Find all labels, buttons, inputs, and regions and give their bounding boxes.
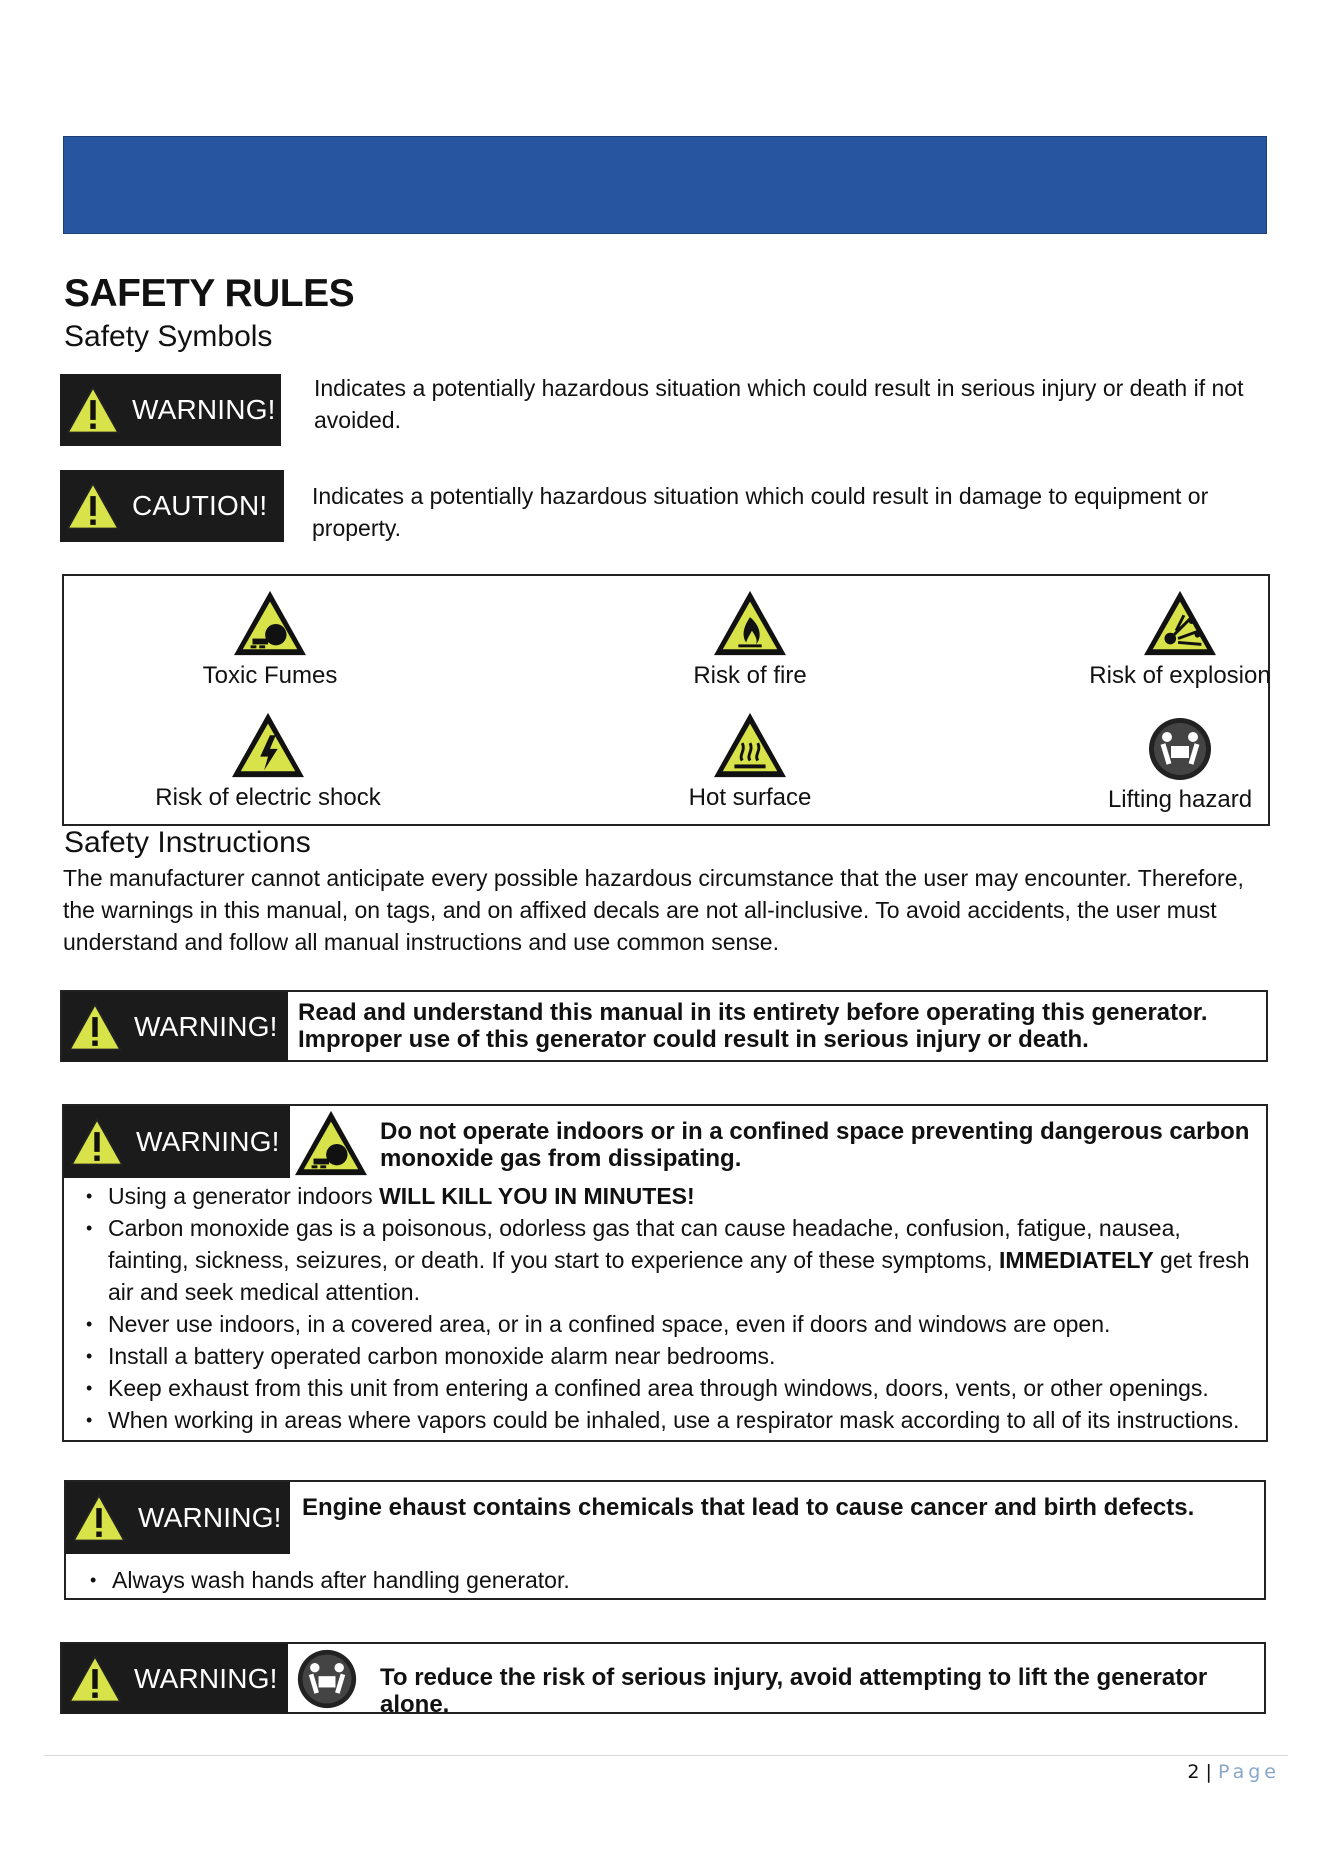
warning-box-manual — [60, 990, 1268, 1062]
symbol-label: Toxic Fumes — [202, 662, 338, 689]
intro-paragraph: The manufacturer cannot anticipate every possible hazardous circumstance that the user may encounter. Therefore, the warnings in this manual, on tags, and on affixed decals are not all-inclusive. To avoid accidents, the user must understand and follow all manual instructions and use common sense. — [63, 865, 1244, 955]
signal-word: WARNING! — [136, 1126, 280, 1157]
signal-word: WARNING! — [134, 1663, 278, 1694]
symbol-label: Risk of explosion — [1089, 662, 1271, 689]
symbol-label: Risk of electric shock — [155, 784, 381, 811]
signal-word: WARNING! — [132, 394, 276, 425]
header-banner — [63, 136, 1267, 234]
symbol-lifting-hazard — [1030, 716, 1324, 814]
list-item: • Keep exhaust from this unit from entering a confined area through windows, doors, vents, or other openings. — [66, 1372, 1262, 1404]
warning-box-carbon-monoxide — [62, 1104, 1268, 1442]
explosion-icon — [1141, 588, 1219, 658]
warning-box-exhaust — [64, 1480, 1266, 1600]
caution-definition: Indicates a potentially hazardous situation which could result in damage to equipment or property. — [312, 483, 1209, 541]
warning-triangle-icon — [68, 1000, 122, 1054]
list-item: • When working in areas where vapors could be inhaled, use a respirator mask according to all of its instructions. — [66, 1404, 1262, 1436]
hot-surface-icon — [711, 710, 789, 780]
hazard-symbols-table — [62, 574, 1270, 826]
warning-definition: Indicates a potentially hazardous situation which could result in serious injury or death if not avoided. — [314, 375, 1244, 433]
list-item: • Never use indoors, in a covered area, or in a confined space, even if doors and windows are open. — [66, 1308, 1262, 1340]
signal-word: WARNING! — [134, 1011, 278, 1042]
caution-badge — [60, 470, 284, 542]
warning-badge — [64, 1106, 290, 1178]
footer-rule — [44, 1755, 1288, 1756]
page-separator: | — [1205, 1761, 1212, 1783]
toxic-fumes-icon — [292, 1108, 370, 1178]
warning-box-lifting — [60, 1642, 1266, 1718]
page-title: SAFETY RULES — [64, 272, 355, 315]
warning-badge — [62, 992, 288, 1062]
page-number-value: 2 — [1187, 1761, 1200, 1783]
warning-triangle-icon — [66, 479, 120, 533]
warning-triangle-icon — [70, 1115, 124, 1169]
symbol-risk-of-fire — [600, 588, 900, 690]
warning-message: Read and understand this manual in its entirety before operating this generator. Improper use of this generator could result in serious injury or death. — [298, 999, 1208, 1053]
warning-badge — [60, 374, 281, 446]
safety-symbols-heading: Safety Symbols — [64, 320, 273, 353]
lifting-hazard-icon — [1147, 716, 1213, 782]
exhaust-bullet-list — [70, 1564, 1250, 1596]
warning-message: Engine ehaust contains chemicals that lead to cause cancer and birth defects. — [302, 1494, 1195, 1521]
list-item: • Using a generator indoors WILL KILL YOU IN MINUTES! — [66, 1180, 1262, 1212]
electric-shock-icon — [229, 710, 307, 780]
lifting-hazard-icon — [296, 1648, 358, 1710]
list-item: • Install a battery operated carbon monoxide alarm near bedrooms. — [66, 1340, 1262, 1372]
list-item: • Carbon monoxide gas is a poisonous, odorless gas that can cause headache, confusion, fatigue, nausea, fainting, sickness, seizures, or death. If you start to experience any of these symptoms, IMMEDIATELY get fresh air and seek medical attention. — [66, 1212, 1262, 1308]
toxic-fumes-icon — [231, 588, 309, 658]
symbol-label: Lifting hazard — [1107, 786, 1253, 813]
signal-word: CAUTION! — [132, 490, 268, 521]
symbol-toxic-fumes — [120, 588, 420, 690]
symbol-risk-of-explosion — [1030, 588, 1324, 690]
warning-triangle-icon — [72, 1491, 126, 1545]
symbol-hot-surface — [600, 710, 900, 812]
list-item: • Always wash hands after handling generator. — [70, 1564, 1250, 1596]
symbol-electric-shock — [118, 710, 418, 812]
warning-message: To reduce the risk of serious injury, avoid attempting to lift the generator alone. — [380, 1664, 1208, 1718]
symbol-label: Hot surface — [688, 784, 812, 811]
signal-word: WARNING! — [138, 1502, 282, 1533]
fire-icon — [711, 588, 789, 658]
safety-instructions-heading: Safety Instructions — [64, 826, 311, 859]
page-word: Page — [1218, 1761, 1280, 1783]
warning-triangle-icon — [68, 1652, 122, 1706]
warning-badge — [62, 1644, 288, 1714]
warning-message: Do not operate indoors or in a confined space preventing dangerous carbon monoxide gas from dissipating. — [380, 1118, 1250, 1172]
warning-badge — [66, 1482, 290, 1554]
co-bullet-list — [66, 1180, 1262, 1436]
page-number — [1187, 1761, 1280, 1783]
symbol-label: Risk of fire — [693, 662, 807, 689]
warning-triangle-icon — [66, 383, 120, 437]
